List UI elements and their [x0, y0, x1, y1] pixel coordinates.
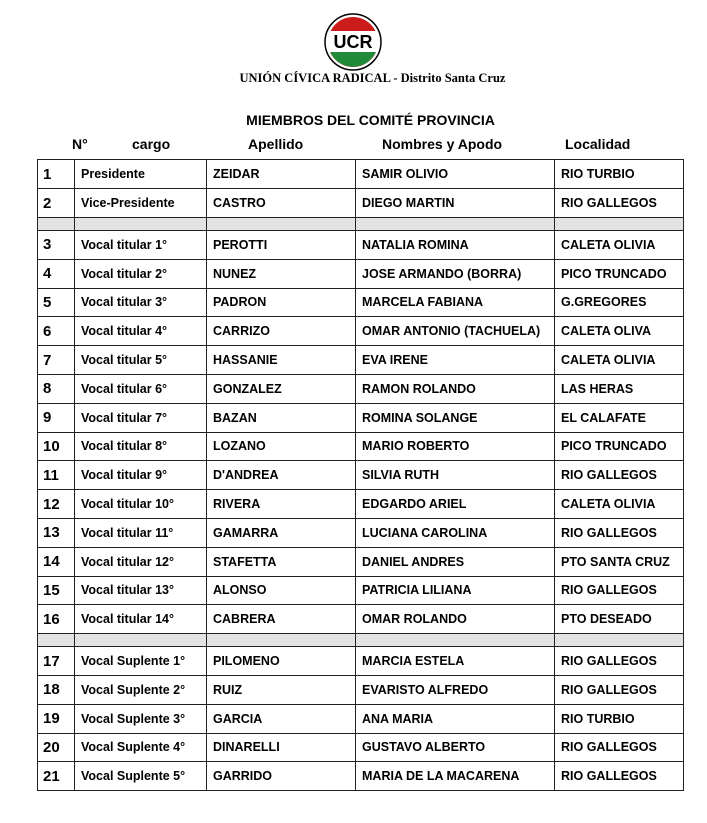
col-header-num: N°	[72, 136, 88, 152]
cell-apellido: RUIZ	[207, 675, 356, 704]
cell-nombres: MARIO ROBERTO	[356, 432, 555, 461]
cell-num: 10	[38, 432, 75, 461]
table-row	[38, 432, 684, 461]
cell-num: 11	[38, 461, 75, 490]
cell-num: 19	[38, 704, 75, 733]
cell-nombres: NATALIA ROMINA	[356, 231, 555, 260]
cell-apellido: ALONSO	[207, 576, 356, 605]
cell-localidad: RIO GALLEGOS	[555, 518, 684, 547]
cell-cargo: Vocal titular 8°	[75, 432, 207, 461]
cell-apellido: PILOMENO	[207, 647, 356, 676]
cell-cargo: Vocal titular 7°	[75, 403, 207, 432]
cell-cargo: Vocal Suplente 1°	[75, 647, 207, 676]
cell-apellido: STAFETTA	[207, 547, 356, 576]
cell-num: 4	[38, 259, 75, 288]
cell-cargo: Vocal titular 5°	[75, 346, 207, 375]
cell-apellido: CABRERA	[207, 605, 356, 634]
cell-nombres: OMAR ANTONIO (TACHUELA)	[356, 317, 555, 346]
cell-num: 9	[38, 403, 75, 432]
table-row	[38, 189, 684, 218]
cell-localidad: CALETA OLIVA	[555, 317, 684, 346]
cell-num: 21	[38, 762, 75, 791]
cell-apellido: BAZAN	[207, 403, 356, 432]
table-row	[38, 733, 684, 762]
separator-cell	[75, 634, 207, 647]
cell-nombres: EDGARDO ARIEL	[356, 490, 555, 519]
separator-row	[38, 634, 684, 647]
cell-apellido: CARRIZO	[207, 317, 356, 346]
cell-localidad: RIO TURBIO	[555, 704, 684, 733]
cell-localidad: EL CALAFATE	[555, 403, 684, 432]
cell-localidad: RIO GALLEGOS	[555, 675, 684, 704]
cell-apellido: CASTRO	[207, 189, 356, 218]
table-row	[38, 675, 684, 704]
table-row	[38, 461, 684, 490]
table-row	[38, 374, 684, 403]
cell-cargo: Vocal Suplente 3°	[75, 704, 207, 733]
cell-nombres: JOSE ARMANDO (BORRA)	[356, 259, 555, 288]
cell-nombres: EVARISTO ALFREDO	[356, 675, 555, 704]
cell-localidad: CALETA OLIVIA	[555, 231, 684, 260]
cell-localidad: RIO TURBIO	[555, 160, 684, 189]
ucr-logo	[324, 13, 382, 71]
cell-nombres: MARCELA FABIANA	[356, 288, 555, 317]
members-table	[37, 159, 684, 791]
cell-num: 8	[38, 374, 75, 403]
cell-apellido: ZEIDAR	[207, 160, 356, 189]
cell-cargo: Vocal titular 10°	[75, 490, 207, 519]
cell-apellido: D'ANDREA	[207, 461, 356, 490]
cell-nombres: GUSTAVO ALBERTO	[356, 733, 555, 762]
cell-nombres: DANIEL ANDRES	[356, 547, 555, 576]
cell-apellido: GAMARRA	[207, 518, 356, 547]
cell-apellido: PEROTTI	[207, 231, 356, 260]
cell-cargo: Vocal titular 12°	[75, 547, 207, 576]
cell-nombres: ROMINA SOLANGE	[356, 403, 555, 432]
table-row	[38, 403, 684, 432]
table-row	[38, 518, 684, 547]
col-header-apellido: Apellido	[248, 136, 304, 152]
table-row	[38, 576, 684, 605]
cell-num: 15	[38, 576, 75, 605]
cell-cargo: Vocal titular 11°	[75, 518, 207, 547]
cell-localidad: PICO TRUNCADO	[555, 259, 684, 288]
organization-name	[0, 71, 707, 86]
separator-cell	[38, 634, 75, 647]
separator-cell	[356, 218, 555, 231]
cell-localidad: PTO DESEADO	[555, 605, 684, 634]
cell-localidad: PICO TRUNCADO	[555, 432, 684, 461]
cell-cargo: Vocal Suplente 2°	[75, 675, 207, 704]
table-row	[38, 547, 684, 576]
cell-cargo: Vocal titular 13°	[75, 576, 207, 605]
cell-cargo: Vice-Presidente	[75, 189, 207, 218]
col-header-localidad: Localidad	[565, 136, 631, 152]
table-row	[38, 605, 684, 634]
cell-num: 1	[38, 160, 75, 189]
cell-apellido: GARRIDO	[207, 762, 356, 791]
cell-nombres: MARIA DE LA MACARENA	[356, 762, 555, 791]
table-row	[38, 317, 684, 346]
cell-nombres: PATRICIA LILIANA	[356, 576, 555, 605]
cell-cargo: Vocal titular 9°	[75, 461, 207, 490]
cell-apellido: GARCIA	[207, 704, 356, 733]
separator-cell	[356, 634, 555, 647]
document-title: MIEMBROS DEL COMITÉ PROVINCIA	[246, 112, 495, 128]
cell-num: 13	[38, 518, 75, 547]
cell-num: 17	[38, 647, 75, 676]
cell-apellido: NUNEZ	[207, 259, 356, 288]
organization-text: UNIÓN CÍVICA RADICAL - Distrito Santa Cruz	[239, 71, 506, 85]
cell-apellido: HASSANIE	[207, 346, 356, 375]
cell-localidad: RIO GALLEGOS	[555, 189, 684, 218]
cell-num: 12	[38, 490, 75, 519]
cell-nombres: MARCIA ESTELA	[356, 647, 555, 676]
separator-cell	[207, 634, 356, 647]
table-row	[38, 346, 684, 375]
cell-num: 20	[38, 733, 75, 762]
table-row	[38, 762, 684, 791]
cell-cargo: Vocal titular 3°	[75, 288, 207, 317]
col-header-nombres: Nombres y Apodo	[382, 136, 503, 152]
cell-apellido: DINARELLI	[207, 733, 356, 762]
cell-localidad: RIO GALLEGOS	[555, 733, 684, 762]
cell-num: 18	[38, 675, 75, 704]
cell-num: 16	[38, 605, 75, 634]
logo-text: UCR	[333, 32, 373, 52]
cell-apellido: LOZANO	[207, 432, 356, 461]
cell-cargo: Presidente	[75, 160, 207, 189]
cell-num: 6	[38, 317, 75, 346]
cell-localidad: RIO GALLEGOS	[555, 762, 684, 791]
cell-num: 5	[38, 288, 75, 317]
table-row	[38, 288, 684, 317]
cell-cargo: Vocal titular 4°	[75, 317, 207, 346]
cell-localidad: CALETA OLIVIA	[555, 346, 684, 375]
table-row	[38, 647, 684, 676]
separator-cell	[555, 634, 684, 647]
cell-cargo: Vocal titular 6°	[75, 374, 207, 403]
table-row	[38, 704, 684, 733]
table-row	[38, 259, 684, 288]
table-row	[38, 231, 684, 260]
cell-nombres: DIEGO MARTIN	[356, 189, 555, 218]
cell-nombres: ANA MARIA	[356, 704, 555, 733]
cell-num: 14	[38, 547, 75, 576]
cell-nombres: SILVIA RUTH	[356, 461, 555, 490]
separator-cell	[207, 218, 356, 231]
cell-localidad: CALETA OLIVIA	[555, 490, 684, 519]
cell-cargo: Vocal titular 1°	[75, 231, 207, 260]
cell-apellido: RIVERA	[207, 490, 356, 519]
cell-nombres: SAMIR OLIVIO	[356, 160, 555, 189]
table-row	[38, 160, 684, 189]
cell-cargo: Vocal Suplente 4°	[75, 733, 207, 762]
cell-localidad: PTO SANTA CRUZ	[555, 547, 684, 576]
cell-localidad: LAS HERAS	[555, 374, 684, 403]
cell-apellido: GONZALEZ	[207, 374, 356, 403]
cell-localidad: RIO GALLEGOS	[555, 461, 684, 490]
cell-num: 3	[38, 231, 75, 260]
cell-cargo: Vocal titular 14°	[75, 605, 207, 634]
separator-cell	[75, 218, 207, 231]
separator-row	[38, 218, 684, 231]
cell-localidad: RIO GALLEGOS	[555, 647, 684, 676]
cell-localidad: RIO GALLEGOS	[555, 576, 684, 605]
col-header-cargo: cargo	[132, 136, 171, 152]
cell-nombres: RAMON ROLANDO	[356, 374, 555, 403]
cell-nombres: EVA IRENE	[356, 346, 555, 375]
cell-cargo: Vocal titular 2°	[75, 259, 207, 288]
table-row	[38, 490, 684, 519]
cell-nombres: OMAR ROLANDO	[356, 605, 555, 634]
cell-num: 2	[38, 189, 75, 218]
cell-apellido: PADRON	[207, 288, 356, 317]
cell-cargo: Vocal Suplente 5°	[75, 762, 207, 791]
separator-cell	[555, 218, 684, 231]
separator-cell	[38, 218, 75, 231]
cell-localidad: G.GREGORES	[555, 288, 684, 317]
cell-num: 7	[38, 346, 75, 375]
cell-nombres: LUCIANA CAROLINA	[356, 518, 555, 547]
